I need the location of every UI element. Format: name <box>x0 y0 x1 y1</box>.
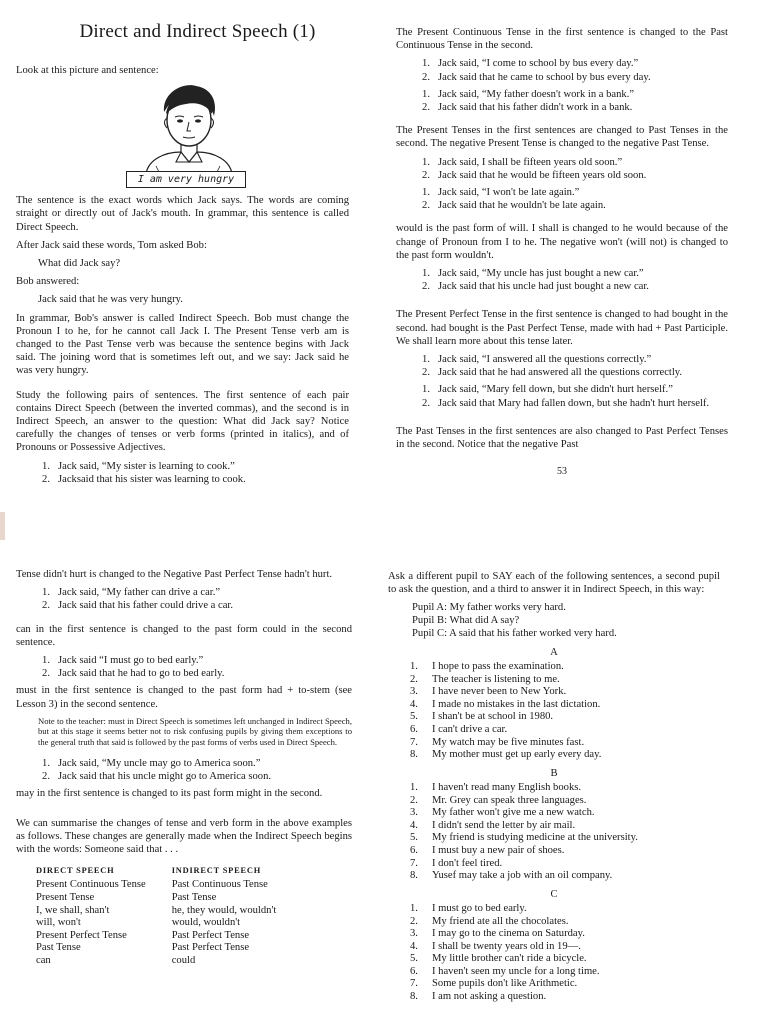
list-item: 2. The teacher is listening to me. <box>410 673 560 685</box>
para-summarise: We can summarise the changes of tense and verb form in the above examples as follows. These changes are generally made when the Indirect Speech begins with the words: Someone said that . . . <box>16 817 352 856</box>
page-top-left <box>16 18 349 490</box>
tense-summary-table <box>36 864 302 967</box>
pupil-line: Pupil C: A said that his father worked very hard. <box>412 628 617 639</box>
list-item: 1. Jack said, “I won't be late again.” <box>422 187 580 199</box>
table-row: I, we shall, shan't he, they would, wouldn't <box>36 904 277 916</box>
example-pair-list <box>396 383 728 409</box>
teacher-note: Note to the teacher: must in Direct Speech is sometimes left unchanged in Indirect Speech, but at this stage it seems better not to risk confusing pupils by giving them exceptions to the general truth that said is followed by the past forms of verbs used in Direct Speech. <box>38 715 352 747</box>
column-header-indirect: INDIRECT SPEECH <box>171 866 262 876</box>
para-direct-speech: The sentence is the exact words which Jack says. The words are coming straight or directly out of Jack's mouth. In grammar, this sentence is called Direct Speech. <box>16 195 349 233</box>
table-row: Past Tense Past Perfect Tense <box>36 942 250 954</box>
section-heading-a: A <box>550 646 558 658</box>
list-item: 2. Jack said that he had to go to bed early. <box>42 668 225 680</box>
para-past-tenses: The Past Tenses in the first sentences are also changed to Past Perfect Tenses in the second. Notice that the negative Past <box>396 425 728 451</box>
list-item: 1. Jack said, “I answered all the questions correctly.” <box>422 354 652 366</box>
list-item: 4. I didn't send the letter by air mail. <box>410 819 576 831</box>
para-indirect-speech: In grammar, Bob's answer is called Indirect Speech. Bob must change the Pronoun I to he, for he cannot call Jack I. The Present Tense verb am is changed to the Past Tense verb was because the sentence begins with Jack said. The joining word that is sometimes left out, and we say: Jack said he was very hungry. <box>16 312 349 377</box>
list-item: 3. I may go to the cinema on Saturday. <box>410 928 585 940</box>
boy-illustration <box>106 82 266 188</box>
page-edge-mark <box>0 512 5 540</box>
list-item: 8. Yusef may take a job with an oil company. <box>410 870 613 882</box>
list-item: 1. Jack said, “My father can drive a car.” <box>42 587 221 599</box>
page-bottom-right <box>388 570 720 1008</box>
section-heading-b: B <box>550 767 558 779</box>
list-item: 1. Jack said, “My uncle may go to America soon.” <box>42 758 261 770</box>
para-after: After Jack said these words, Tom asked Bob: <box>16 239 207 251</box>
example-pair-list <box>16 757 352 783</box>
list-item: 2. Jacksaid that his sister was learning to cook. <box>42 473 246 485</box>
exercise-list-b <box>388 782 720 883</box>
exercise-list-a <box>388 661 720 762</box>
list-item: 2. Jack said that his father could drive a car. <box>42 600 234 612</box>
list-item: 1. Jack said “I must go to bed early.” <box>42 655 204 667</box>
list-item: 5. My friend is studying medicine at the university. <box>410 832 638 844</box>
list-item: 3. I have never been to New York. <box>410 686 567 698</box>
list-item: 8. I am not asking a question. <box>410 991 547 1003</box>
example-pair-list <box>16 586 352 612</box>
list-item: 1. I haven't read many English books. <box>410 781 582 793</box>
example-pair-list <box>16 654 352 680</box>
table-row: can could <box>36 955 196 967</box>
example-pair-list <box>16 460 349 486</box>
list-item: 8. My mother must get up early every day. <box>410 749 602 761</box>
intro-text: Look at this picture and sentence: <box>16 65 159 76</box>
list-item: 4. I shall be twenty years old in 19—. <box>410 940 581 952</box>
list-item: 2. Jack said that he came to school by bus every day. <box>422 71 651 83</box>
example-pair-list <box>396 57 728 83</box>
list-item: 2. Jack said that he had answered all the questions correctly. <box>422 367 683 379</box>
list-item: 6. I haven't seen my uncle for a long time. <box>410 965 600 977</box>
list-item: 2. Jack said that his uncle had just bought a new car. <box>422 281 649 293</box>
page-top-right <box>396 26 728 478</box>
column-header-direct: DIRECT SPEECH <box>36 866 115 876</box>
answer-text: Jack said that he was very hungry. <box>38 294 183 306</box>
list-item: 1. Jack said, I shall be fifteen years old soon.” <box>422 156 623 168</box>
list-item: 1. Jack said, “My father doesn't work in a bank.” <box>422 88 635 100</box>
page-number: 53 <box>557 466 567 478</box>
table-row: Present Tense Past Tense <box>36 892 217 904</box>
para-may: may in the first sentence is changed to its past form might in the second. <box>16 788 323 800</box>
list-item: 2. My friend ate all the chocolates. <box>410 915 569 927</box>
speech-caption: I am very hungry <box>126 171 246 188</box>
list-item: 1. Jack said, “I come to school by bus every day.” <box>422 58 639 70</box>
para-can: can in the first sentence is changed to the past form could in the second sentence. <box>16 623 352 648</box>
example-pair-list <box>396 186 728 212</box>
list-item: 7. My watch may be five minutes fast. <box>410 736 585 748</box>
list-item: 2. Jack said that his father didn't work in a bank. <box>422 102 633 114</box>
question-text: What did Jack say? <box>38 258 121 270</box>
list-item: 6. I must buy a new pair of shoes. <box>410 844 565 856</box>
table-row: Present Continuous Tense Past Continuous Tense <box>36 879 268 891</box>
example-pair-list <box>396 353 728 379</box>
para-present-tenses: The Present Tenses in the first sentences are changed to Past Tenses in the second. The negative Present Tense is changed to the negative Past Tense. <box>396 125 728 150</box>
list-item: 1. Jack said, “My uncle has just bought a new car.” <box>422 268 644 280</box>
list-item: 2. Jack said that his uncle might go to America soon. <box>42 771 272 783</box>
list-item: 2. Jack said that he would be fifteen years old soon. <box>422 169 647 181</box>
list-item: 3. My father won't give me a new watch. <box>410 807 595 819</box>
list-item: 2. Jack said that he wouldn't be late again. <box>422 200 606 212</box>
list-item: 1. Jack said, “My sister is learning to cook.” <box>42 460 235 472</box>
section-heading-c: C <box>550 888 558 900</box>
boy-portrait-icon <box>126 82 246 174</box>
list-item: 1. I hope to pass the examination. <box>410 661 564 672</box>
list-item: 5. My little brother can't ride a bicycle. <box>410 953 587 965</box>
table-row: Present Perfect Tense Past Perfect Tense <box>36 929 250 941</box>
para-present-perfect: The Present Perfect Tense in the first sentence is changed to had bought in the second. had bought is the Past Perfect Tense, made with had + Past Participle. We shall learn more about this tense later. <box>396 309 728 347</box>
list-item: 2. Mr. Grey can speak three languages. <box>410 794 587 806</box>
list-item: 4. I made no mistakes in the last dictation. <box>410 698 601 710</box>
list-item: 7. I don't feel tired. <box>410 857 503 869</box>
list-item: 5. I shan't be at school in 1980. <box>410 711 554 723</box>
page-title: Direct and Indirect Speech (1) <box>79 21 316 42</box>
para-study-pairs: Study the following pairs of sentences. The first sentence of each pair contains Direct Speech (between the inverted commas), and the second is in Indirect Speech, an answer to the question: What did Jack say? Notice carefully the changes of tenses or verb forms (printed in italics), and of Pronouns or Possessive Adjectives. <box>16 389 349 454</box>
list-item: 1. Jack said, “Mary fell down, but she didn't hurt herself.” <box>422 384 673 396</box>
example-pair-list <box>396 267 728 293</box>
para-didnt-hurt: Tense didn't hurt is changed to the Negative Past Perfect Tense hadn't hurt. <box>16 569 333 580</box>
table-row: will, won't would, wouldn't <box>36 917 241 929</box>
pupil-dialogue <box>388 602 720 640</box>
list-item: 1. I must go to bed early. <box>410 902 527 914</box>
para-must: must in the first sentence is changed to the past form had + to-stem (see Lesson 3) in the second sentence. <box>16 685 352 710</box>
list-item: 6. I can't drive a car. <box>410 723 508 735</box>
example-pair-list <box>396 156 728 182</box>
pupil-line: Pupil B: What did A say? <box>412 615 520 627</box>
example-pair-list <box>396 88 728 114</box>
pupil-line: Pupil A: My father works very hard. <box>412 602 566 614</box>
list-item: 7. Some pupils don't like Arithmetic. <box>410 978 578 990</box>
page-bottom-left <box>16 568 352 968</box>
bob-answered: Bob answered: <box>16 276 80 288</box>
exercise-list-c <box>388 903 720 1004</box>
para-would: would is the past form of will. I shall is changed to he would because of the change of Pronoun from I to he. The negative won't (will not) is changed to the past form wouldn't. <box>396 223 728 261</box>
para-exercise-instructions: Ask a different pupil to SAY each of the following sentences, a second pupil to ask the question, and a third to answer it in Indirect Speech, in this way: <box>388 571 720 596</box>
para-present-continuous: The Present Continuous Tense in the first sentence is changed to the Past Continuous Tense in the second. <box>396 27 728 52</box>
list-item: 2. Jack said that Mary had fallen down, but she hadn't hurt herself. <box>422 397 710 409</box>
